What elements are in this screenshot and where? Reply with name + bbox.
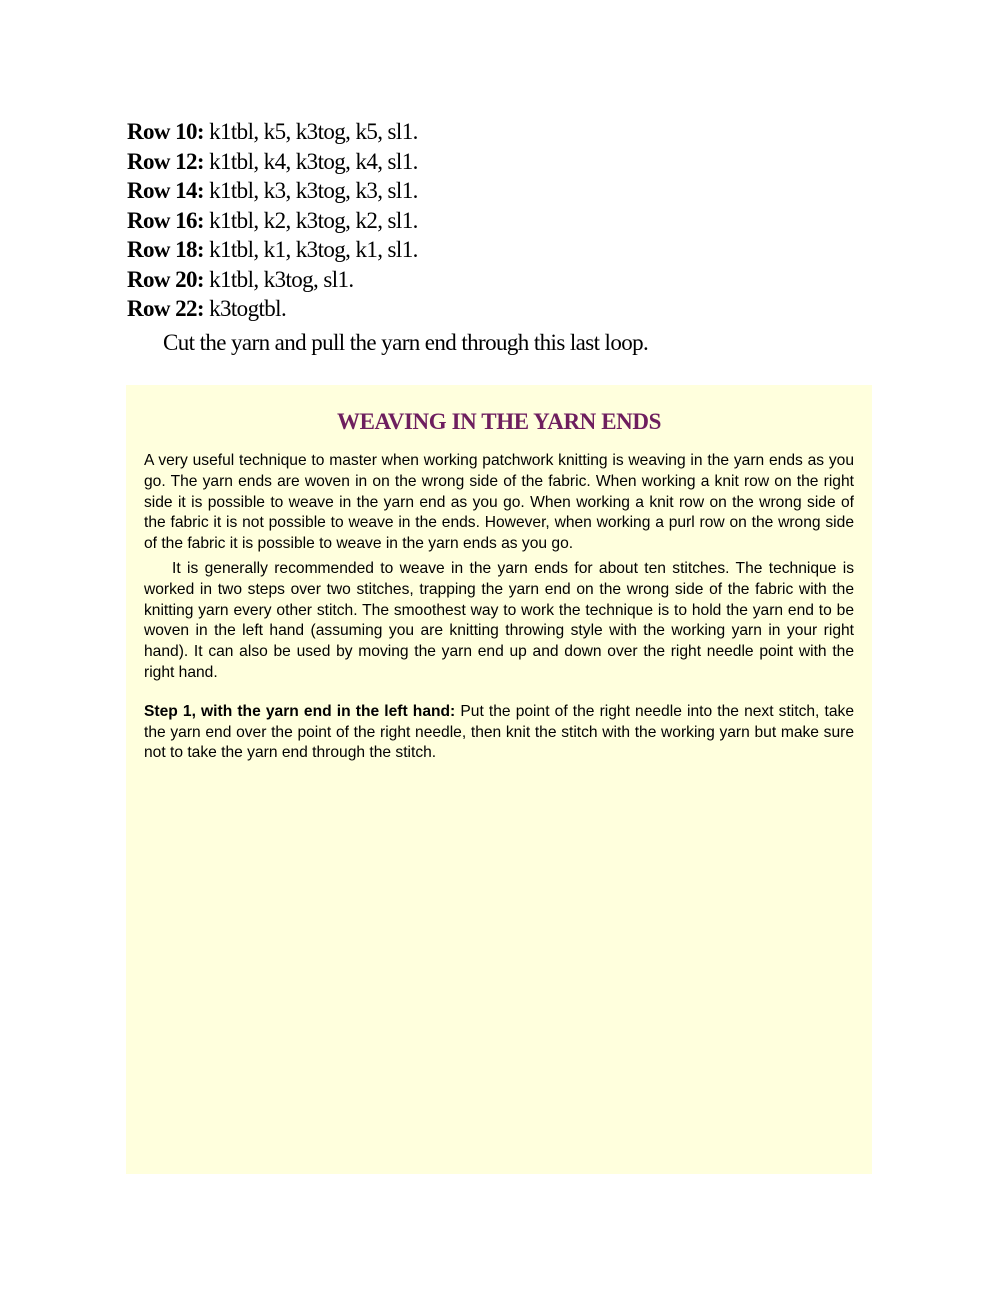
row-label: Row 16: [127,207,204,233]
closing-instruction: Cut the yarn and pull the yarn end through this last loop. [163,329,649,355]
row-16 [127,206,887,236]
row-14 [127,176,887,206]
row-text: k1tbl, k5, k3tog, k5, sl1. [203,119,418,144]
box-paragraph-2: It is generally recommended to weave in the yarn ends for about ten stitches. The technique is worked in two steps over two stitches, trapping the yarn end on the wrong side of the fabric with the knitting yarn every other stitch. The smoothest way to work the technique is to hold the yarn end to be woven in the left hand (assuming you are knitting throwing style with the working yarn in your right hand). It can also be used by moving the yarn end up and down over the right needle point with the right hand. [144,559,854,681]
row-text: k1tbl, k4, k3tog, k4, sl1. [203,148,418,174]
row-label: Row 14: [127,178,204,203]
row-instructions [127,117,887,359]
row-label: Row 18: [127,237,204,262]
step-1-label: Step 1, with the yarn end in the left hand: [144,702,456,720]
box-paragraph-1: A very useful technique to master when working patchwork knitting is weaving in the yarn ends as you go. The yarn ends are woven in on the wrong side of the fabric. When working a knit row on the right side it is possible to weave in the yarn end as you go. When working a knit row on the wrong side of the fabric it is not possible to weave in the ends. However, when working a purl row on the wrong side of the fabric it is possible to weave in the yarn ends as you go. [144,452,854,553]
step-1-text: Put the point of the right needle into the next stitch, take the yarn end over the point of the right needle, then knit the stitch with the working yarn but make sure not to take the yarn end through the stitch. [144,702,854,762]
row-18 [127,235,887,265]
row-label: Row 12: [127,148,204,174]
row-text: k1tbl, k3, k3tog, k3, sl1. [203,178,418,203]
row-20 [127,265,887,295]
box-body [144,451,854,764]
step-1-paragraph [144,702,854,764]
row-text: k1tbl, k1, k3tog, k1, sl1. [203,237,418,262]
row-label: Row 10: [127,119,204,144]
row-text: k1tbl, k2, k3tog, k2, sl1. [203,207,418,233]
row-label: Row 22: [127,296,204,321]
row-label: Row 20: [127,266,204,292]
box-title: WEAVING IN THE YARN ENDS [337,409,661,434]
row-10 [127,117,887,147]
row-22 [127,294,887,324]
row-text: k1tbl, k3tog, sl1. [203,266,354,292]
row-12 [127,147,887,177]
sidebar-box [126,385,872,1174]
row-text: k3togtbl. [203,296,287,321]
